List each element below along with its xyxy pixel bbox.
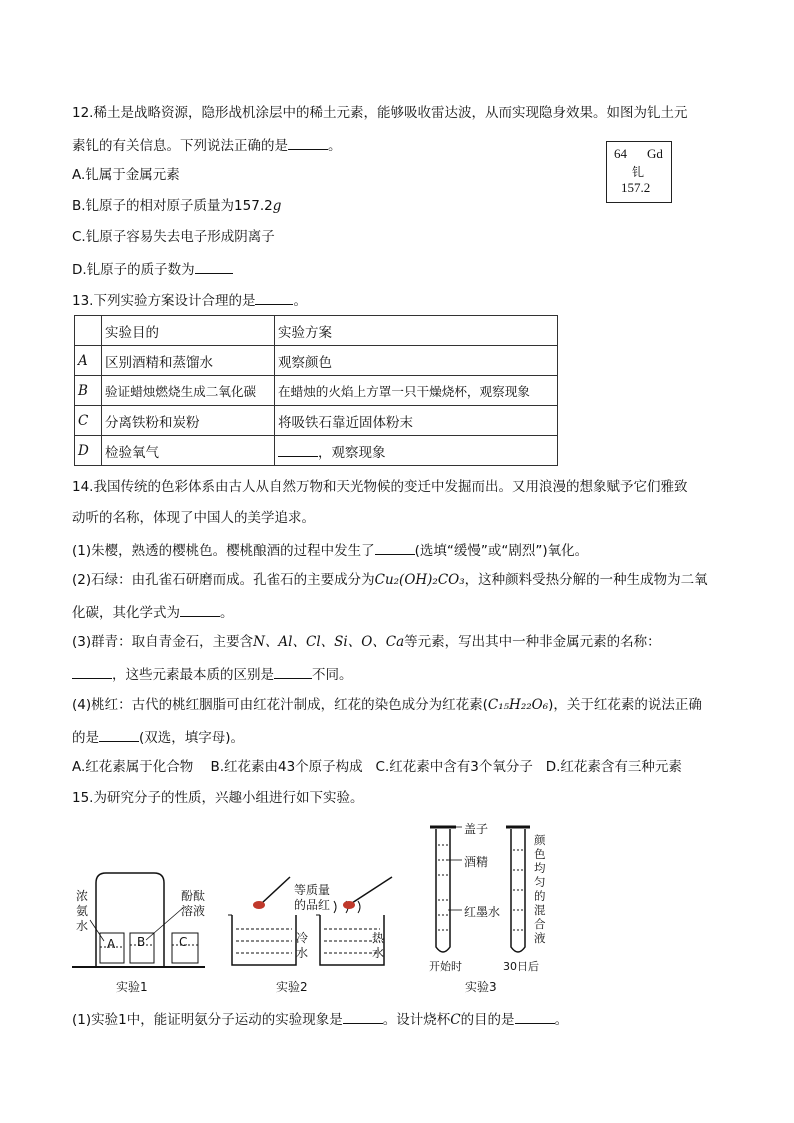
- q15-part1: [72, 1009, 568, 1029]
- q14-options: A.红花素属于化合物 B.红花素由43个原子构成 C.红花素中含有3个氧分子 D.红花素含有三种元素: [72, 759, 682, 775]
- q14-p3-blank2[interactable]: [274, 664, 312, 679]
- q15-p1-blank2[interactable]: [515, 1009, 555, 1024]
- table-row: [75, 376, 558, 406]
- table-cell: 将吸铁石靠近固体粉末: [275, 406, 558, 436]
- q14-p2-blank[interactable]: [180, 602, 220, 617]
- q14-p3-text3: ，这些元素最本质的区别是: [112, 667, 274, 683]
- q12-option-d-blank[interactable]: [195, 259, 233, 274]
- label-uniform-mixture: 颜色均匀的混合液: [534, 833, 546, 945]
- q12-option-c: C.钆原子容易失去电子形成阴离子: [72, 229, 275, 245]
- q14-part4-cont: [72, 727, 244, 747]
- q14-p2-text2: ，这种颜料受热分解的一种生成物为二氧: [464, 572, 708, 588]
- q12-option-a: A.钆属于金属元素: [72, 167, 180, 183]
- q12-option-b-unit: g: [272, 198, 282, 214]
- q15-stem: 15.为研究分子的性质，兴趣小组进行如下实验。: [72, 790, 364, 806]
- q13-stem-text: 13.下列实验方案设计合理的是: [72, 293, 256, 309]
- table-header-cell: 实验目的: [102, 316, 275, 346]
- q15-p1-text2: 。设计烧杯: [382, 1012, 451, 1028]
- table-cell: 在蜡烛的火焰上方罩一只干燥烧杯，观察现象: [275, 376, 558, 406]
- q14-part3: [72, 633, 661, 651]
- label-start: 开始时: [429, 960, 462, 973]
- table-header-row: [75, 316, 558, 346]
- label-equal-mass-ink: 等质量的品红: [294, 883, 331, 912]
- q13-d-blank[interactable]: [278, 442, 318, 457]
- q13-stem: [72, 290, 307, 310]
- label-beaker-b: B: [137, 935, 146, 949]
- experiment-3-caption: 实验3: [465, 980, 497, 994]
- label-hot-water: 热水: [372, 931, 385, 960]
- q14-p4-formula: C₁₅H₂₂O₆: [487, 697, 549, 713]
- label-red-ink-water: 红墨水: [464, 905, 501, 919]
- q14-p4-blank[interactable]: [99, 727, 139, 742]
- q14-p3-text2: 等元素，写出其中一种非金属元素的名称：: [404, 634, 661, 650]
- q14-p2-text3: 化碳，其化学式为: [72, 605, 180, 621]
- element-name: 钆: [632, 165, 645, 179]
- element-card-gadolinium: [606, 141, 672, 203]
- q14-p2-text: (2)石绿：由孔雀石研磨而成。孔雀石的主要成分为: [72, 572, 375, 588]
- q15-p1-text3: 的目的是: [460, 1012, 515, 1028]
- label-beaker-c: C: [179, 935, 188, 949]
- element-number: 64: [614, 146, 627, 161]
- table-row: [75, 436, 558, 466]
- q12-option-d: [72, 259, 233, 279]
- experiment-1-caption: 实验1: [116, 980, 148, 994]
- q13-answer-blank[interactable]: [255, 290, 293, 305]
- q14-part4: [72, 696, 702, 714]
- table-cell: 验证蜡烛燃烧生成二氧化碳: [102, 376, 275, 406]
- q15-p1-beaker: C: [450, 1012, 461, 1028]
- q14-p4-text2: )，关于红花素的说法正确: [548, 697, 702, 713]
- experiment-plan-table: [74, 315, 558, 466]
- table-cell: 检验氧气: [102, 436, 275, 466]
- q14-intro2: 动听的名称，体现了中国人的美学追求。: [72, 510, 315, 526]
- table-cell: D: [75, 436, 102, 466]
- q14-p3-end: 不同。: [312, 667, 353, 683]
- q14-p3-text: (3)群青：取自青金石，主要含: [72, 634, 254, 650]
- q14-part2: [72, 571, 708, 589]
- table-cell: 分离铁粉和炭粉: [102, 406, 275, 436]
- table-header-cell: [75, 316, 102, 346]
- q14-p1-end: (选填“缓慢”或“剧烈”)氧化。: [414, 543, 589, 559]
- label-concentrated-ammonia: 浓氨水: [76, 889, 89, 933]
- label-cap: 盖子: [464, 822, 489, 836]
- label-cold-water: 冷水: [296, 931, 309, 960]
- q14-p1-text: (1)朱樱，熟透的樱桃色。樱桃酿酒的过程中发生了: [72, 543, 375, 559]
- table-cell: B: [75, 376, 102, 406]
- q14-p3-blank1[interactable]: [72, 664, 112, 679]
- q12-stem-end: 。: [328, 138, 342, 154]
- q14-intro1: 14.我国传统的色彩体系由古人从自然万物和天光物候的变迁中发掘而出。又用浪漫的想象赋予它们雅致: [72, 479, 688, 495]
- q12-line2: [72, 135, 342, 155]
- label-alcohol: 酒精: [464, 855, 489, 869]
- q14-p4-text3: 的是: [72, 730, 99, 746]
- table-cell: 观察颜色: [275, 346, 558, 376]
- q14-p4-text: (4)桃红：古代的桃红胭脂可由红花汁制成，红花的染色成分为红花素(: [72, 697, 488, 713]
- q14-part1: [72, 540, 588, 560]
- element-mass: 157.2: [621, 180, 651, 195]
- experiment-2-caption: 实验2: [276, 980, 308, 994]
- q12-option-b: [72, 197, 281, 215]
- q12-stem: 素钆的有关信息。下列说法正确的是: [72, 138, 288, 154]
- q15-p1-end: 。: [554, 1012, 569, 1028]
- table-cell: [275, 436, 558, 466]
- q13-d-text: ，观察现象: [318, 444, 386, 461]
- experiment-1-diagram: [72, 873, 205, 967]
- q14-p3-elements: N、Al、Cl、Si、O、Ca: [253, 634, 405, 650]
- q12-line1: 12.稀土是战略资源，隐形战机涂层中的稀土元素，能够吸收雷达波，从而实现隐身效果。如图为钆土元: [72, 105, 688, 121]
- label-beaker-a: A: [107, 937, 116, 951]
- table-cell: A: [75, 346, 102, 376]
- label-phenolphthalein: 酚酞溶液: [181, 889, 206, 918]
- q14-p2-formula: Cu₂(OH)₂CO₃: [374, 572, 465, 588]
- q14-part3-cont: [72, 664, 353, 684]
- q12-option-d-text: D.钆原子的质子数为: [72, 262, 195, 278]
- table-cell: 区别酒精和蒸馏水: [102, 346, 275, 376]
- table-cell: C: [75, 406, 102, 436]
- element-symbol: Gd: [647, 146, 663, 161]
- q12-answer-blank[interactable]: [288, 135, 328, 150]
- table-header-cell: 实验方案: [275, 316, 558, 346]
- q14-part2-cont: [72, 602, 234, 622]
- q14-p1-blank[interactable]: [375, 540, 415, 555]
- q14-p4-end: (双选，填字母)。: [139, 730, 245, 746]
- q15-p1-text: (1)实验1中，能证明氨分子运动的实验现象是: [72, 1012, 343, 1028]
- q15-p1-blank1[interactable]: [343, 1009, 383, 1024]
- q13-stem-end: 。: [293, 293, 307, 309]
- label-after-30-days: 30日后: [503, 960, 539, 973]
- q14-p2-end: 。: [220, 605, 234, 621]
- q12-option-b-text: B.钆原子的相对原子质量为157.2: [72, 198, 273, 214]
- table-row: [75, 406, 558, 436]
- experiment-figure: [0, 815, 794, 1000]
- table-row: [75, 346, 558, 376]
- experiment-3-diagram: [430, 827, 530, 952]
